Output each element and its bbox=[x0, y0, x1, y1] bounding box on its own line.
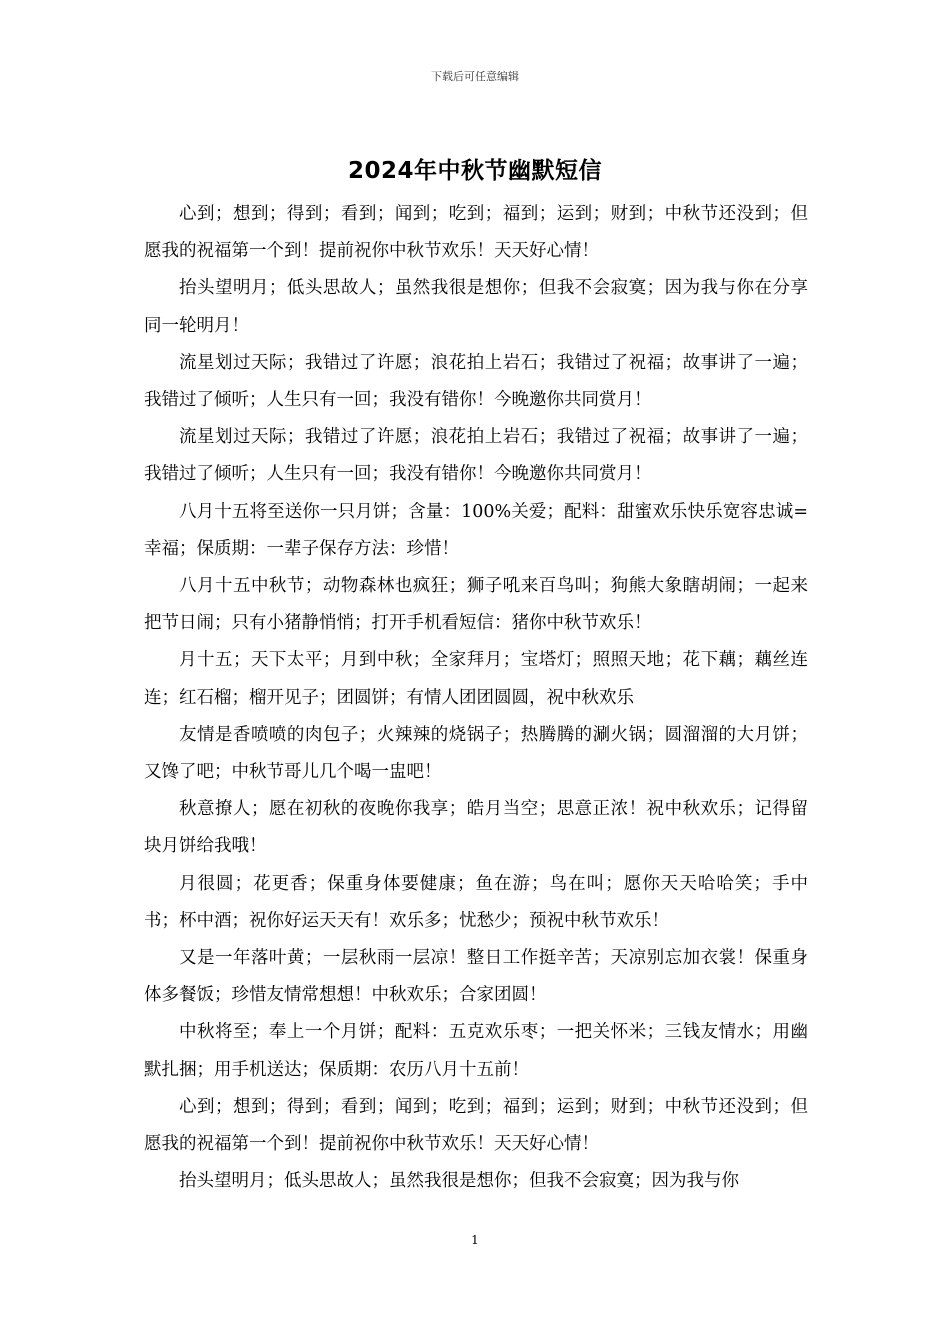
paragraph: 抬头望明月；低头思故人；虽然我很是想你；但我不会寂寞；因为我与你 bbox=[179, 1171, 739, 1192]
paragraph: 八月十五将至送你一只月饼；含量：100%关爱；配料：甜蜜欢乐快乐宽容忠诚=幸福；保质期：一辈子保存方法：珍惜！ bbox=[144, 501, 808, 559]
paragraph: 八月十五中秋节；动物森林也疯狂；狮子吼来百鸟叫；狗熊大象瞎胡闹；一起来把节日闹；只有小猪静悄悄；打开手机看短信：猪你中秋节欢乐！ bbox=[144, 576, 808, 634]
paragraph: 流星划过天际；我错过了许愿；浪花拍上岩石；我错过了祝福；故事讲了一遍；我错过了倾听；人生只有一回；我没有错你！今晚邀你共同赏月！ bbox=[144, 352, 808, 411]
paragraph: 心到；想到；得到；看到；闻到；吃到；福到；运到；财到；中秋节还没到；但愿我的祝福第一个到！提前祝你中秋节欢乐！天天好心情！ bbox=[144, 1096, 808, 1155]
paragraph: 友情是香喷喷的肉包子；火辣辣的烧锅子；热腾腾的涮火锅；圆溜溜的大月饼；又馋了吧；中秋节哥儿几个喝一盅吧！ bbox=[144, 724, 808, 783]
paragraph: 又是一年落叶黄；一层秋雨一层凉！整日工作挺辛苦；天凉别忘加衣裳！保重身体多餐饭；珍惜友情常想想！中秋欢乐；合家团圆！ bbox=[144, 948, 808, 1006]
paragraph: 月十五；天下太平；月到中秋；全家拜月；宝塔灯；照照天地；花下藕；藕丝连连；红石榴；榴开见子；团圆饼；有情人团团圆圆，祝中秋欢乐 bbox=[144, 650, 808, 708]
paragraph: 中秋将至；奉上一个月饼；配料：五克欢乐枣；一把关怀米；三钱友情水；用幽默扎捆；用手机送达；保质期：农历八月十五前！ bbox=[144, 1022, 808, 1080]
document-title: 2024年中秋节幽默短信 bbox=[347, 158, 602, 184]
paragraph: 月很圆；花更香；保重身体要健康；鱼在游；鸟在叫；愿你天天哈哈笑；手中书；杯中酒；祝你好运天天有！欢乐多；忧愁少；预祝中秋节欢乐！ bbox=[144, 873, 808, 931]
paragraph: 心到；想到；得到；看到；闻到；吃到；福到；运到；财到；中秋节还没到；但愿我的祝福第一个到！提前祝你中秋节欢乐！天天好心情！ bbox=[144, 204, 808, 262]
paragraph: 流星划过天际；我错过了许愿；浪花拍上岩石；我错过了祝福；故事讲了一遍；我错过了倾听；人生只有一回；我没有错你！今晚邀你共同赏月！ bbox=[144, 427, 808, 485]
paragraph: 抬头望明月；低头思故人；虽然我很是想你；但我不会寂寞；因为我与你在分享同一轮明月！ bbox=[144, 278, 808, 336]
document-body bbox=[144, 196, 808, 1200]
page-header: 下载后可任意编辑 bbox=[431, 70, 519, 83]
page-number: 1 bbox=[471, 1233, 479, 1247]
paragraph: 秋意撩人；愿在初秋的夜晚你我享；皓月当空；思意正浓！祝中秋欢乐；记得留块月饼给我哦！ bbox=[144, 799, 808, 857]
